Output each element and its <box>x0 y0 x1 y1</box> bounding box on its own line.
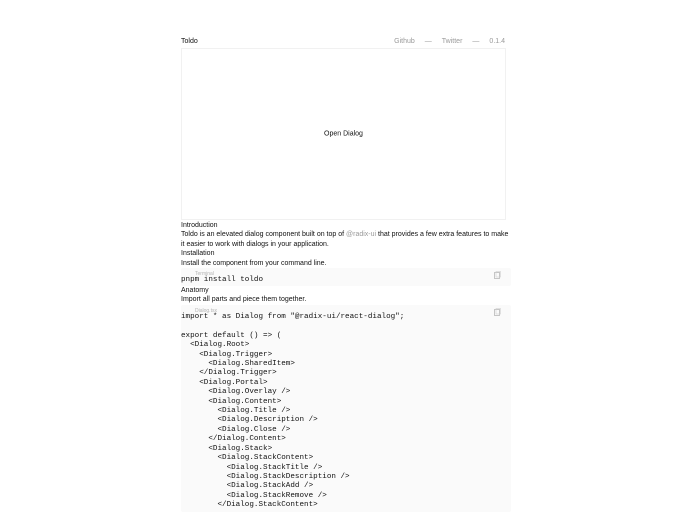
twitter-link[interactable]: Twitter <box>441 38 463 45</box>
anatomy-heading: Anatomy <box>181 287 209 294</box>
code-line: export default () => ( <box>181 331 282 340</box>
brand-title[interactable]: Toldo <box>181 38 198 45</box>
code-line: <Dialog.StackDescription /> <box>181 472 350 481</box>
code-line: <Dialog.Portal> <box>181 378 268 387</box>
code-line: <Dialog.Content> <box>181 397 282 406</box>
code-label-file: Dialog.tsx <box>195 308 217 314</box>
copy-icon[interactable] <box>494 271 501 279</box>
code-line: <Dialog.Title /> <box>181 407 291 416</box>
nav-separator: — <box>472 38 480 45</box>
code-label-terminal: Terminal <box>195 271 214 277</box>
code-line: <Dialog.Root> <box>181 341 250 350</box>
code-line: <Dialog.StackRemove /> <box>181 491 327 500</box>
github-link[interactable]: Github <box>394 38 415 45</box>
code-line: <Dialog.StackTitle /> <box>181 463 323 472</box>
top-nav <box>394 38 505 45</box>
code-line: </Dialog.Content> <box>181 435 286 444</box>
code-lines <box>181 313 404 511</box>
code-line <box>181 322 404 331</box>
install-code-block <box>181 268 511 286</box>
version-badge[interactable]: 0.1.4 <box>489 38 505 45</box>
install-command: pnpm install toldo <box>181 276 264 284</box>
nav-separator: — <box>424 38 432 45</box>
anatomy-section <box>181 286 511 305</box>
dialog-demo-area <box>181 48 506 220</box>
code-line: <Dialog.Stack> <box>181 444 273 453</box>
anatomy-text: Import all parts and piece them together. <box>181 296 307 304</box>
code-line: <Dialog.StackContent> <box>181 454 314 463</box>
installation-text: Install the component from your command line. <box>181 259 327 267</box>
installation-heading: Installation <box>181 250 215 258</box>
code-line: <Dialog.Trigger> <box>181 350 273 359</box>
code-line: </Dialog.Trigger> <box>181 369 277 378</box>
intro-text-after: that provides a few extra features to make it easier to work with dialogs in your application. <box>181 231 509 248</box>
copy-icon[interactable] <box>494 308 501 316</box>
radix-ui-link[interactable]: @radix-ui <box>346 231 377 239</box>
code-line: <Dialog.StackAdd /> <box>181 482 314 491</box>
docs-content <box>181 221 511 268</box>
code-line: </Dialog.StackContent> <box>181 501 318 510</box>
intro-text-before: Toldo is an elevated dialog component built on top of <box>181 231 347 239</box>
anatomy-code-block <box>181 305 511 512</box>
open-dialog-button[interactable]: Open Dialog <box>320 129 367 140</box>
code-line: import * as Dialog from "@radix-ui/react-dialog"; <box>181 313 405 321</box>
code-line: <Dialog.Description /> <box>181 416 318 425</box>
introduction-text <box>181 230 511 249</box>
code-line: <Dialog.Close /> <box>181 425 291 434</box>
code-line: <Dialog.Overlay /> <box>181 388 291 397</box>
code-line: <Dialog.SharedItem> <box>181 360 295 369</box>
introduction-heading: Introduction <box>181 222 218 229</box>
